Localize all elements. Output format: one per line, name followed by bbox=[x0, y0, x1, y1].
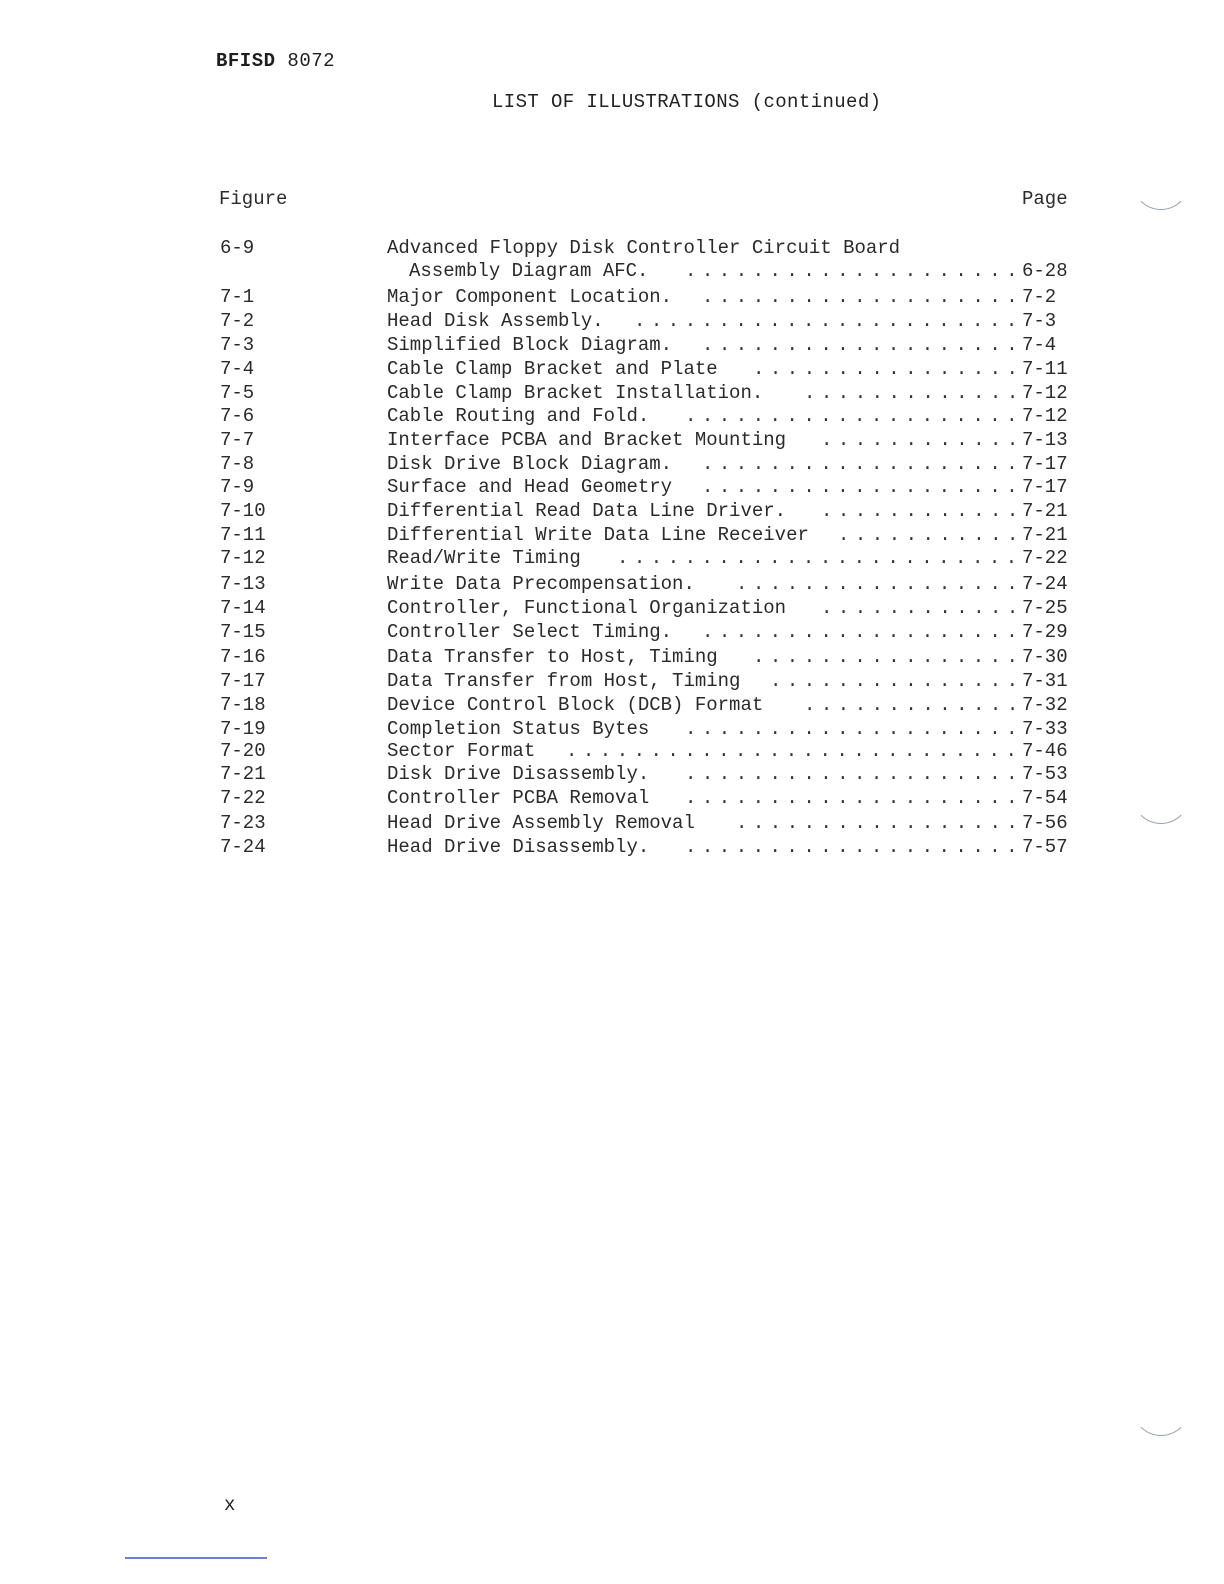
list-item bbox=[0, 237, 1224, 259]
page-reference: 7-17 bbox=[1022, 453, 1068, 475]
dot-leader: ........................... bbox=[566, 740, 1023, 762]
document-id-number: 8072 bbox=[287, 50, 336, 72]
dot-leader: .................... bbox=[685, 763, 1024, 785]
list-item bbox=[0, 646, 1224, 668]
dot-leader: ................... bbox=[702, 286, 1024, 308]
figure-number: 7-12 bbox=[220, 547, 266, 569]
figure-number: 6-9 bbox=[220, 237, 255, 259]
page-reference: 7-13 bbox=[1022, 429, 1068, 451]
dot-leader: ............. bbox=[804, 382, 1024, 404]
page-reference: 7-31 bbox=[1022, 670, 1068, 692]
figure-title: Interface PCBA and Bracket Mounting bbox=[387, 429, 787, 451]
figure-number: 7-2 bbox=[220, 310, 255, 332]
figure-title: Read/Write Timing bbox=[387, 547, 581, 569]
page-reference: 7-53 bbox=[1022, 763, 1068, 785]
list-item-continuation bbox=[0, 260, 1224, 282]
list-item bbox=[0, 358, 1224, 380]
dot-leader: ....................... bbox=[634, 310, 1023, 332]
list-item bbox=[0, 763, 1224, 785]
dot-leader: ............ bbox=[821, 597, 1024, 619]
figure-title: Head Drive Assembly Removal bbox=[387, 812, 695, 834]
dot-leader: ............... bbox=[770, 670, 1024, 692]
figure-title: Head Disk Assembly. bbox=[387, 310, 604, 332]
page-reference: 7-4 bbox=[1022, 334, 1057, 356]
figure-title: Differential Read Data Line Driver. bbox=[387, 500, 787, 522]
page-number: x bbox=[224, 1494, 236, 1516]
figure-number: 7-1 bbox=[220, 286, 255, 308]
figure-title: Write Data Precompensation. bbox=[387, 573, 695, 595]
page-reference: 7-29 bbox=[1022, 621, 1068, 643]
dot-leader: .................... bbox=[685, 260, 1024, 282]
figure-number: 7-22 bbox=[220, 787, 266, 809]
document-id bbox=[216, 50, 335, 72]
figure-number: 7-18 bbox=[220, 694, 266, 716]
list-item bbox=[0, 694, 1224, 716]
figure-number: 7-13 bbox=[220, 573, 266, 595]
list-item bbox=[0, 787, 1224, 809]
list-item bbox=[0, 500, 1224, 522]
page-reference: 7-30 bbox=[1022, 646, 1068, 668]
dot-leader: ............. bbox=[804, 694, 1024, 716]
page-reference: 7-12 bbox=[1022, 382, 1068, 404]
dot-leader: ................... bbox=[702, 334, 1024, 356]
list-item bbox=[0, 836, 1224, 858]
figure-number: 7-4 bbox=[220, 358, 255, 380]
list-item bbox=[0, 310, 1224, 332]
page-reference: 7-11 bbox=[1022, 358, 1068, 380]
figure-title: Disk Drive Block Diagram. bbox=[387, 453, 673, 475]
punch-hole-top bbox=[1132, 152, 1190, 210]
figure-number: 7-8 bbox=[220, 453, 255, 475]
dot-leader: ................. bbox=[736, 573, 1024, 595]
list-item bbox=[0, 597, 1224, 619]
list-item bbox=[0, 812, 1224, 834]
page-reference: 7-21 bbox=[1022, 524, 1068, 546]
page-reference: 7-25 bbox=[1022, 597, 1068, 619]
figure-number: 7-20 bbox=[220, 740, 266, 762]
figure-title: Differential Write Data Line Receiver bbox=[387, 524, 809, 546]
list-item bbox=[0, 334, 1224, 356]
figure-title: Controller PCBA Removal bbox=[387, 787, 650, 809]
list-item bbox=[0, 382, 1224, 404]
list-item bbox=[0, 740, 1224, 762]
dot-leader: .................... bbox=[685, 718, 1024, 740]
page-reference: 7-33 bbox=[1022, 718, 1068, 740]
figure-title: Cable Routing and Fold. bbox=[387, 405, 650, 427]
figure-number: 7-14 bbox=[220, 597, 266, 619]
page-column-header: Page bbox=[1022, 188, 1068, 210]
figure-title: Cable Clamp Bracket and Plate bbox=[387, 358, 718, 380]
figure-title: Device Control Block (DCB) Format bbox=[387, 694, 764, 716]
figure-column-header: Figure bbox=[219, 188, 288, 210]
figure-title: Data Transfer from Host, Timing bbox=[387, 670, 741, 692]
dot-leader: ................ bbox=[753, 358, 1024, 380]
page-reference: 7-22 bbox=[1022, 547, 1068, 569]
list-item bbox=[0, 670, 1224, 692]
figure-title: Controller Select Timing. bbox=[387, 621, 673, 643]
figure-title: Surface and Head Geometry bbox=[387, 476, 673, 498]
figure-title: Disk Drive Disassembly. bbox=[387, 763, 650, 785]
dot-leader: ................... bbox=[702, 453, 1024, 475]
figure-number: 7-24 bbox=[220, 836, 266, 858]
list-item bbox=[0, 286, 1224, 308]
figure-title-continuation: Assembly Diagram AFC. bbox=[409, 260, 649, 282]
figure-number: 7-9 bbox=[220, 476, 255, 498]
figure-number: 7-16 bbox=[220, 646, 266, 668]
dot-leader: ................... bbox=[702, 476, 1024, 498]
list-item bbox=[0, 547, 1224, 569]
page-reference: 7-57 bbox=[1022, 836, 1068, 858]
list-item bbox=[0, 718, 1224, 740]
page-reference: 7-3 bbox=[1022, 310, 1057, 332]
page-reference: 7-54 bbox=[1022, 787, 1068, 809]
dot-leader: .................... bbox=[685, 405, 1024, 427]
figure-title: Major Component Location. bbox=[387, 286, 673, 308]
dot-leader: ............ bbox=[821, 500, 1024, 522]
dot-leader: ................... bbox=[702, 621, 1024, 643]
dot-leader: ............ bbox=[821, 429, 1024, 451]
figure-title: Controller, Functional Organization bbox=[387, 597, 787, 619]
figure-number: 7-6 bbox=[220, 405, 255, 427]
figure-number: 7-11 bbox=[220, 524, 266, 546]
figure-number: 7-15 bbox=[220, 621, 266, 643]
figure-number: 7-10 bbox=[220, 500, 266, 522]
figure-number: 7-5 bbox=[220, 382, 255, 404]
page-title: LIST OF ILLUSTRATIONS (continued) bbox=[492, 91, 882, 113]
page-reference: 7-32 bbox=[1022, 694, 1068, 716]
page-reference: 7-12 bbox=[1022, 405, 1068, 427]
page-reference: 7-17 bbox=[1022, 476, 1068, 498]
page-reference: 7-46 bbox=[1022, 740, 1068, 762]
page-reference: 7-24 bbox=[1022, 573, 1068, 595]
figure-number: 7-7 bbox=[220, 429, 255, 451]
figure-number: 7-17 bbox=[220, 670, 266, 692]
dot-leader: ........................ bbox=[617, 547, 1023, 569]
list-item bbox=[0, 621, 1224, 643]
dot-leader: ................ bbox=[753, 646, 1024, 668]
punch-hole-bottom bbox=[1132, 1378, 1190, 1436]
figure-title: Cable Clamp Bracket Installation. bbox=[387, 382, 764, 404]
list-item bbox=[0, 573, 1224, 595]
list-item bbox=[0, 405, 1224, 427]
list-item bbox=[0, 524, 1224, 546]
figure-number: 7-3 bbox=[220, 334, 255, 356]
page-reference: 7-21 bbox=[1022, 500, 1068, 522]
page-reference: 7-2 bbox=[1022, 286, 1057, 308]
scan-edge-line bbox=[125, 1557, 267, 1559]
list-item bbox=[0, 453, 1224, 475]
page-reference: 7-56 bbox=[1022, 812, 1068, 834]
figure-title: Data Transfer to Host, Timing bbox=[387, 646, 718, 668]
dot-leader: .................... bbox=[685, 787, 1024, 809]
list-item bbox=[0, 476, 1224, 498]
dot-leader: .................... bbox=[685, 836, 1024, 858]
figure-number: 7-21 bbox=[220, 763, 266, 785]
figure-title: Advanced Floppy Disk Controller Circuit Board bbox=[387, 237, 901, 259]
figure-title: Simplified Block Diagram. bbox=[387, 334, 673, 356]
figure-title: Completion Status Bytes bbox=[387, 718, 650, 740]
dot-leader: ........... bbox=[838, 524, 1024, 546]
figure-number: 7-19 bbox=[220, 718, 266, 740]
page-reference: 6-28 bbox=[1022, 260, 1068, 282]
figure-number: 7-23 bbox=[220, 812, 266, 834]
dot-leader: ................. bbox=[736, 812, 1024, 834]
figure-title: Head Drive Disassembly. bbox=[387, 836, 650, 858]
figure-title: Sector Format bbox=[387, 740, 536, 762]
punch-hole-middle bbox=[1132, 766, 1190, 824]
document-id-prefix: BFISD bbox=[216, 50, 276, 72]
list-item bbox=[0, 429, 1224, 451]
